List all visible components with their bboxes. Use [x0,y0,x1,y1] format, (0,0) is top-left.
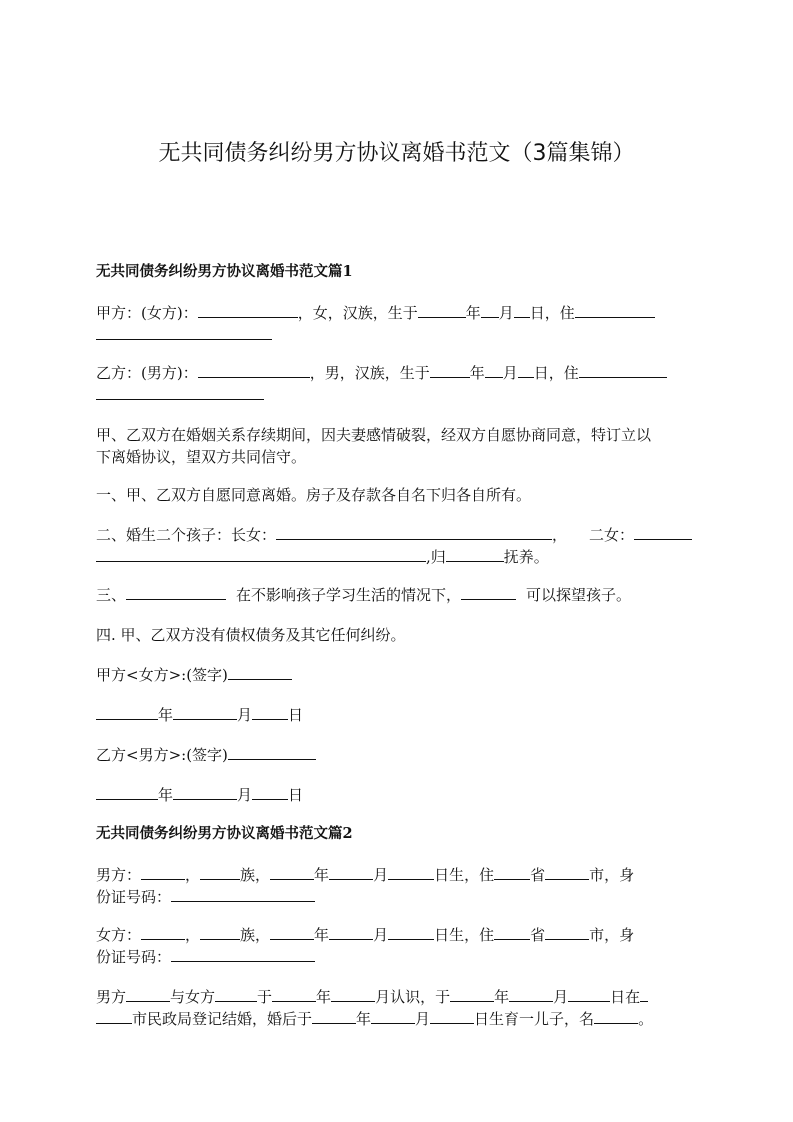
signature-a: 甲方<女方>:(签字) [96,664,696,686]
clause-2: 二、婚生二个孩子：长女： ， 二女： [96,524,696,546]
blank-field [96,784,158,800]
man-id: 份证号码： [96,886,696,908]
blank-field [494,864,530,880]
blank-field [545,864,589,880]
blank-field [252,704,288,720]
blank-field [126,986,170,1002]
blank-field [640,986,648,1002]
blank-field [329,864,373,880]
intro-line-2: 下离婚协议，望双方共同信守。 [96,448,307,466]
section1-heading: 无共同债务纠纷男方协议离婚书范文篇1 [96,263,353,280]
intro-line-1: 甲、乙双方在婚姻关系存续期间，因夫妻感情破裂，经双方自愿协商同意，特订立以 [96,426,652,444]
blank-field [514,302,530,318]
blank-field [215,986,257,1002]
blank-field [461,584,516,600]
blank-field [518,362,534,378]
blank-field [96,546,426,562]
blank-field [430,362,470,378]
blank-field [198,302,298,318]
blank-field [96,384,264,400]
blank-field [481,302,499,318]
signature-b: 乙方<男方>:(签字) [96,744,696,766]
blank-field [430,1008,474,1024]
section2-heading: 无共同债务纠纷男方协议离婚书范文篇2 [96,825,353,842]
blank-field [388,864,434,880]
document-title: 无共同债务纠纷男方协议离婚书范文（3篇集锦） [158,141,635,166]
blank-field [141,864,185,880]
marriage-line-2: 市民政局登记结婚，婚后于 年 月 日生育一儿子，名 。 [96,1008,696,1030]
blank-field [96,324,272,340]
blank-field [276,524,552,540]
blank-field [575,302,655,318]
blank-field [594,1008,638,1024]
blank-field [252,784,288,800]
clause-2-line-2: ,归 抚养。 [96,546,696,568]
clause-4: 四. 甲、乙双方没有债权债务及其它任何纠纷。 [96,626,406,644]
blank-field [371,1008,415,1024]
party-a-label: 甲方：(女方)： [96,304,198,322]
signature-field [228,664,292,680]
blank-field [173,784,237,800]
blank-field [270,864,314,880]
blank-field [331,986,375,1002]
party-b-label: 乙方：(男方)： [96,364,198,382]
blank-field [388,924,434,940]
man-info: 男方： ， 族， 年 月 日生，住 省 市，身 [96,866,635,884]
date-a: 年 月 日 [96,704,696,726]
blank-field [96,1008,132,1024]
party-a-line: 甲方：(女方)： ，女，汉族，生于 年 月 日，住 [96,302,696,324]
party-a-line-2 [96,324,696,346]
blank-field [329,924,373,940]
blank-field [450,986,494,1002]
signature-field [228,744,316,760]
woman-info: 女方： ， 族， 年 月 日生，住 省 市，身 [96,926,635,944]
clause-1: 一、甲、乙双方自愿同意离婚。房子及存款各自名下归各自所有。 [96,486,532,504]
blank-field [494,924,530,940]
blank-field [568,986,610,1002]
blank-field [198,362,310,378]
blank-field [509,986,553,1002]
blank-field [545,924,589,940]
woman-id: 份证号码： [96,946,696,968]
blank-field [270,924,314,940]
blank-field [173,704,237,720]
party-b-line-2 [96,384,696,406]
blank-field [272,986,316,1002]
blank-field [634,524,692,540]
date-b: 年 月 日 [96,784,696,806]
blank-field [171,946,315,962]
party-b-line: 乙方：(男方)： ，男，汉族，生于 年 月 日，住 [96,362,696,384]
clause-3: 三、 在不影响孩子学习生活的情况下， 可以探望孩子。 [96,586,632,604]
blank-field [96,704,158,720]
blank-field [418,302,466,318]
blank-field [446,546,504,562]
blank-field [200,864,240,880]
blank-field [579,362,667,378]
marriage-line-1: 男方 与女方 于 年 月认识，于 年 月 日在 [96,986,696,1008]
blank-field [141,924,185,940]
blank-field [200,924,240,940]
blank-field [485,362,503,378]
blank-field [171,886,315,902]
blank-field [126,584,226,600]
blank-field [312,1008,356,1024]
